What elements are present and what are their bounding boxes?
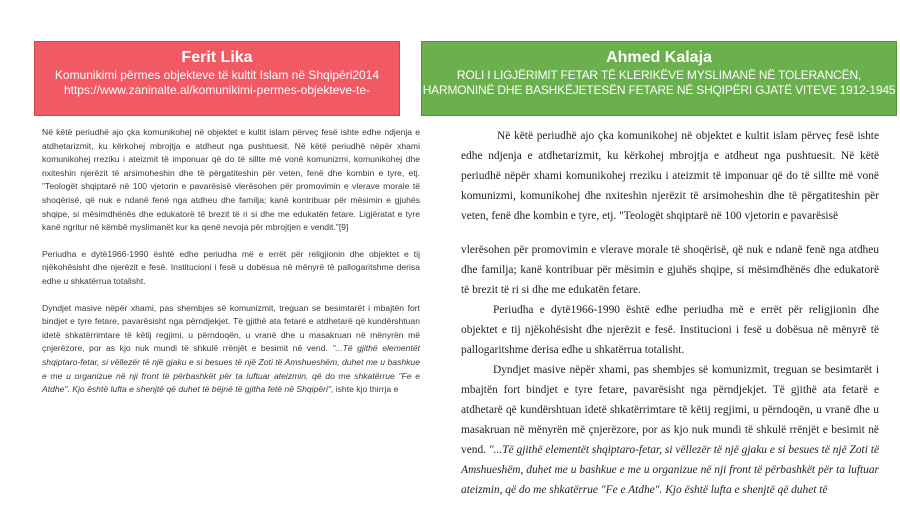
left-text-excerpt <box>42 126 420 410</box>
left-paragraph-2: Periudha e dytë1966-1990 është edhe periudha më e errët për religjionin dhe objektet e tij njëkohësisht dhe njerëzit e fesë. Institucioni i fesë u dobësua në mënyrë të pallogaritshme derisa edhe u shkatërrua totalisht. <box>42 248 420 286</box>
left-author-name: Ferit Lika <box>181 49 253 66</box>
left-paragraph-3-start: Dyndjet masive nëpër xhami, pas shembjes së komunizmit, treguan se besimtarët i mbajtën fort bindjet e tyre fetare, pavarësisht nga përndjekjet. Të gjithë ata fetarë e atdhetarë që kundërshtuan idetë shkatërrimtare të këtij regjimi, u përndoqën, u vranë dhe u masakruan në mënyrën më çnjerëzore, por as kjo nuk mundi të shkulë rrënjët e besimit në vend. <box>42 302 420 354</box>
left-source-title: Komunikimi përmes objekteve të kultit Islam në Shqipëri2014 <box>54 68 380 82</box>
right-paragraph-3: Periudha e dytë1966-1990 është edhe periudha më e errët për religjionin dhe objektet e tij njëkohësisht dhe njerëzit e fesë. Institucioni i fesë u dobësua në mënyrë të pallogaritshme derisa edhe u shkatërrua totalisht. <box>461 304 879 356</box>
left-paragraph-3 <box>42 302 420 397</box>
right-paragraph-1: Në këtë periudhë ajo çka komunikohej në objektet e kultit islam përveç fesë ishte edhe ndjenja e atdhetarizmit, ku kërkohej mbrojtja e atdheut nga pushtuesit. Në këtë periudhë nëpër xhami komunikohej rreziku i ateizmit të imponuar që do të sillte më vonë komunizmi, komunikohej dhe nxiteshin njerëzit të arsimoheshin dhe të përgatiteshin për veten, fenë dhe kombin e tyre, etj. "Teologët shqiptarë në 100 vjetorin e pavarësisë <box>461 130 879 222</box>
right-source-title-line1: ROLI I LIGJËRIMIT FETAR TË KLERIKËVE MYSLIMANË NË TOLERANCËN, <box>456 68 862 82</box>
left-source-url: https://www.zaninalte.al/komunikimi-permes-objekteve-te- <box>63 83 371 97</box>
right-source-title-line2: HARMONINË DHE BASHKËJETESËN FETARE NË SHQIPËRI GJATË VITEVE 1912-1945 <box>422 83 896 97</box>
right-paragraph-2: vlerësohen për promovimin e vlerave morale të shoqërisë, që nuk e ndanë fenë nga atdheu dhe familja; kanë kontribuar për mësimin e gjuhës shqipe, si mësimdhënës dhe edukatorë të brezit të ri si dhe me edukatën fetare. <box>461 244 879 296</box>
left-author-header <box>34 41 400 116</box>
right-text-excerpt <box>461 126 879 500</box>
left-paragraph-3-end: , ishte kjo thirrja e <box>330 384 399 395</box>
left-paragraph-3-quote: "...Të gjithë elementët shqiptaro-fetar, si vëllezër të një gjaku e si besues të një Zoti të Amshueshëm, duhet me u bashkue e me u organizue në nji front të përbashkët për ta luftuar ateizmin, që do me shkatërrue "Fe e Atdhe". Kjo është lufta e shenjtë që duhet të bëjnë të gjitha fetë në Shqipëri" <box>42 343 420 395</box>
right-author-name: Ahmed Kalaja <box>606 49 712 66</box>
left-paragraph-1: Në këtë periudhë ajo çka komunikohej në objektet e kultit islam përveç fesë ishte edhe ndjenja e atdhetarizmit, ku kërkohej mbrojtja e atdheut nga pushtuesit. Në këtë periudhë nëpër xhami komunikohej rreziku i ateizmit të imponuar që do të sillte më vonë komunizmi, komunikohej dhe nxiteshin njerëzit të arsimoheshin dhe të përgatiteshin për veten, fenë dhe kombin e tyre, etj. "Teologët shqiptarë në 100 vjetorin e pavarësisë vlerësohen për promovimin e vlerave morale të shoqërisë, që nuk e ndanë fenë nga atdheu dhe familja; kanë kontribuar për mësimin e gjuhës shqipe, si mësimdhënës dhe edukatorë të brezit të ri si dhe me edukatën fetare. Ligjëratat e tyre kanë ngritur në këmbë myslimanët kur ka qenë nevoja për mbrojtjen e vendit."[9] <box>42 127 420 233</box>
right-author-header <box>421 41 897 116</box>
right-paragraph-4-start: Dyndjet masive nëpër xhami, pas shembjes së komunizmit, treguan se besimtarët i mbajtën fort bindjet e tyre fetare, pavarësisht nga përndjekjet. Të gjithë ata fetarë e atdhetarë që kundërshtuan idetë shkatërrimtare të këtij regjimi, u përndoqën, u vranë dhe u masakruan në mënyrën më çnjerëzore, por as kjo nuk mundi të shkulë rrënjët e besimit në vend. <box>461 364 879 456</box>
right-paragraph-4-quote: "...Të gjithë elementët shqiptaro-fetar, si vëllezër të një gjaku e si besues të një Zoti të Amshueshëm, duhet me u bashkue e me u organizue në nji front të përbashkët për ta luftuar ateizmin, që do me shkatërrue "Fe e Atdhe". Kjo është lufta e shenjtë që duhet të <box>461 444 879 496</box>
right-paragraph-4 <box>461 360 879 500</box>
